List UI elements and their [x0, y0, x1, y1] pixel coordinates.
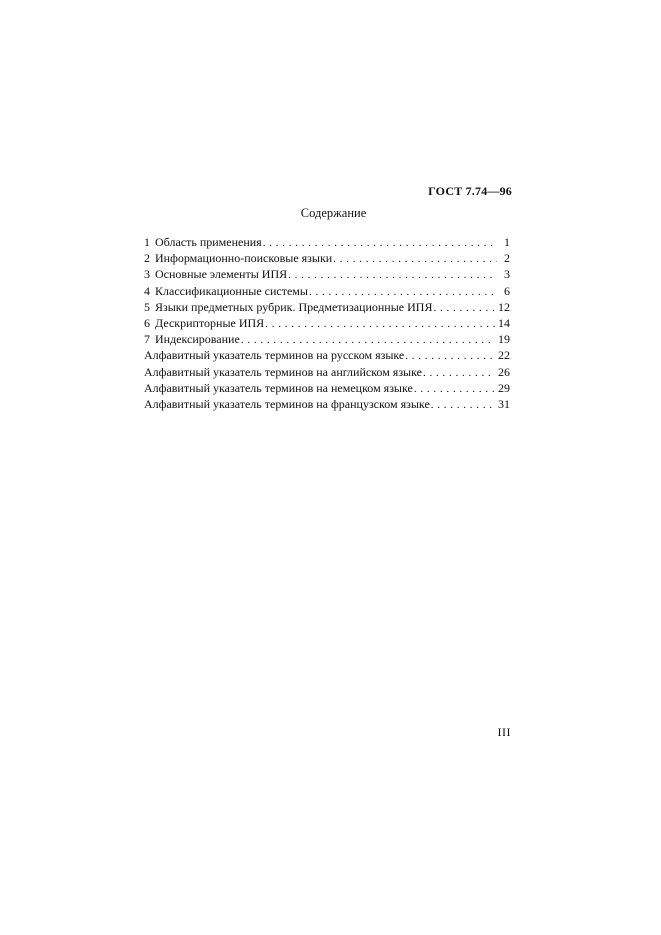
toc-entry-label: Алфавитный указатель терминов на французском языке: [144, 396, 430, 411]
toc-leader-dots: [414, 381, 495, 397]
toc-leader-dots: [288, 267, 497, 283]
toc-entry-label: Алфавитный указатель терминов на русском языке: [144, 348, 405, 363]
toc-entry[interactable]: [144, 331, 514, 347]
toc-entry-number: 5: [144, 299, 150, 314]
toc-entry-page: 31: [498, 396, 510, 411]
toc-entry-label: Основные элементы ИПЯ: [155, 267, 288, 282]
toc-entry-label: Индексирование: [155, 332, 240, 347]
toc-entry[interactable]: [144, 364, 514, 380]
toc-entry-number: 1: [144, 235, 150, 249]
toc-entry-page: 29: [498, 380, 510, 395]
table-of-contents: [144, 234, 514, 412]
toc-entry-label: Область применения: [155, 235, 262, 249]
toc-leader-dots: [431, 397, 495, 413]
toc-title: Содержание: [300, 206, 367, 220]
toc-entry[interactable]: [144, 283, 514, 299]
document-code: ГОСТ 7.74—96: [428, 184, 512, 198]
toc-entry-page: 22: [498, 348, 510, 363]
toc-entry[interactable]: [144, 315, 514, 331]
toc-entry[interactable]: [144, 266, 514, 282]
toc-leader-dots: [265, 316, 495, 332]
toc-entry-number: 4: [144, 283, 150, 298]
toc-entry[interactable]: [144, 250, 514, 266]
toc-entry-label: Языки предметных рубрик. Предметизационные ИПЯ: [155, 299, 433, 314]
toc-entry-number: 2: [144, 251, 150, 266]
toc-leader-dots: [309, 284, 497, 300]
toc-leader-dots: [263, 235, 497, 251]
toc-entry-label: Алфавитный указатель терминов на немецком языке: [144, 380, 413, 395]
toc-leader-dots: [241, 332, 495, 348]
toc-leader-dots: [333, 251, 497, 267]
toc-entry-label: Дескрипторные ИПЯ: [155, 315, 265, 330]
toc-entry[interactable]: [144, 380, 514, 396]
toc-entry-page: 1: [504, 235, 510, 249]
toc-entry-page: 19: [498, 332, 510, 347]
toc-entry-page: 14: [498, 315, 510, 330]
toc-entry-number: 3: [144, 267, 150, 282]
toc-entry-label: Классификационные системы: [155, 283, 308, 298]
toc-entry[interactable]: [144, 396, 514, 412]
toc-leader-dots: [423, 365, 495, 381]
toc-leader-dots: [433, 300, 495, 316]
toc-entry-label: Информационно-поисковые языки: [155, 251, 333, 266]
toc-entry-page: 12: [498, 299, 510, 314]
toc-entry-number: 7: [144, 332, 150, 347]
toc-leader-dots: [405, 348, 495, 364]
toc-entry-page: 6: [504, 283, 510, 298]
toc-entry-page: 26: [498, 364, 510, 379]
toc-entry-number: 6: [144, 315, 150, 330]
toc-entry[interactable]: [144, 234, 514, 250]
toc-entry[interactable]: [144, 347, 514, 363]
toc-entry-page: 3: [504, 267, 510, 282]
page-number: III: [497, 725, 511, 739]
toc-entry-page: 2: [504, 251, 510, 266]
toc-entry[interactable]: [144, 299, 514, 315]
toc-entry-label: Алфавитный указатель терминов на английском языке: [144, 364, 422, 379]
